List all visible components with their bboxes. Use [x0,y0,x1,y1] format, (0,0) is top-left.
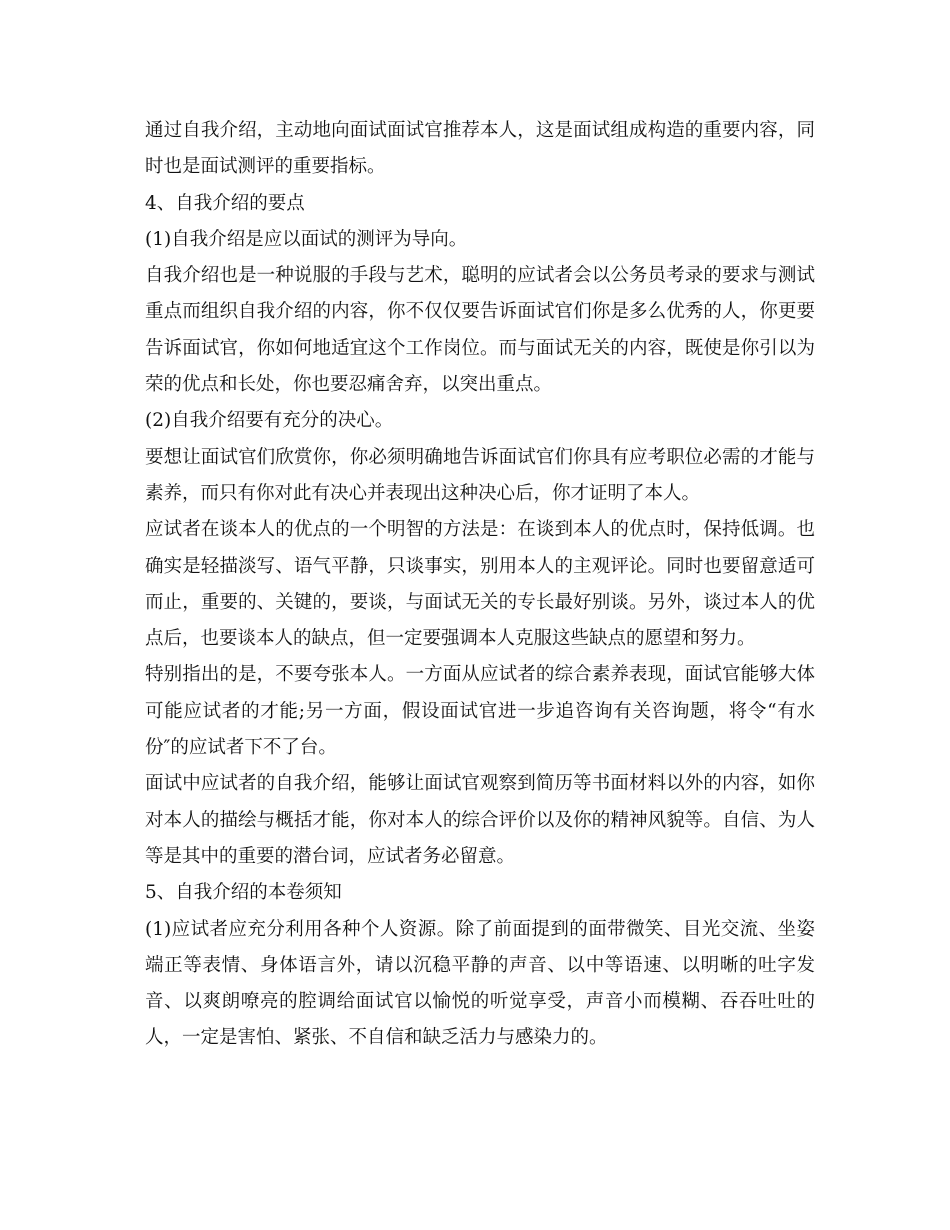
document-body [145,113,815,1057]
paragraph-intro-recommend: 通过自我介绍，主动地向面试面试官推荐本人，这是面试组成构造的重要内容，同时也是面试测评的重要指标。 [145,120,815,178]
paragraph-confidence: 要想让面试官们欣赏你，你必须明确地告诉面试官们你具有应考职位必需的才能与素养，而只有你对此有决心并表现出这种决心后，你才证明了本人。 [145,446,815,504]
heading-section-4: 4、自我介绍的要点 [145,192,305,214]
paragraph-persuasion: 自我介绍也是一种说服的手段与艺术，聪明的应试者会以公务员考录的要求与测试重点而组织自我介绍的内容，你不仅仅要告诉面试官们你是多么优秀的人，你更要告诉面试官，你如何地适宜这个工作岗位。而与面试无关的内容，既使是你引以为荣的优点和长处，你也要忍痛舍弃，以突出重点。 [145,265,815,396]
paragraph-self-introduction-content: 面试中应试者的自我介绍，能够让面试官观察到简历等书面材料以外的内容，如你对本人的描绘与概括才能，你对本人的综合评价以及你的精神风貌等。自信、为人等是其中的重要的潜台词，应试者务必留意。 [145,773,815,867]
paragraph-no-exaggeration: 特别指出的是，不要夸张本人。一方面从应试者的综合素养表现，面试官能够大体可能应试者的才能;另一方面，假设面试官进一步追咨询有关咨询题，将令“有水份″的应试者下不了台。 [145,664,815,759]
paragraph-personal-resources: (1)应试者应充分利用各种个人资源。除了前面提到的面带微笑、目光交流、坐姿端正等表情、身体语言外，请以沉稳平静的声音、以中等语速、以明晰的吐字发音、以爽朗嘹亮的腔调给面试官以愉悦的听觉享受，声音小而模糊、吞吞吐吐的人，一定是害怕、紧张、不自信和缺乏活力与感染力的。 [145,918,815,1049]
heading-section-5: 5、自我介绍的本卷须知 [145,882,342,904]
subheading-point-2: (2)自我介绍要有充分的决心。 [145,410,394,432]
paragraph-strengths: 应试者在谈本人的优点的一个明智的方法是：在谈到本人的优点时，保持低调。也确实是轻描淡写、语气平静，只谈事实，别用本人的主观评论。同时也要留意适可而止，重要的、关键的，要谈，与面试无关的专长最好别谈。另外，谈过本人的优点后，也要谈本人的缺点，但一定要强调本人克服这些缺点的愿望和努力。 [145,519,815,650]
subheading-point-1: (1)自我介绍是应以面试的测评为导向。 [145,228,468,250]
